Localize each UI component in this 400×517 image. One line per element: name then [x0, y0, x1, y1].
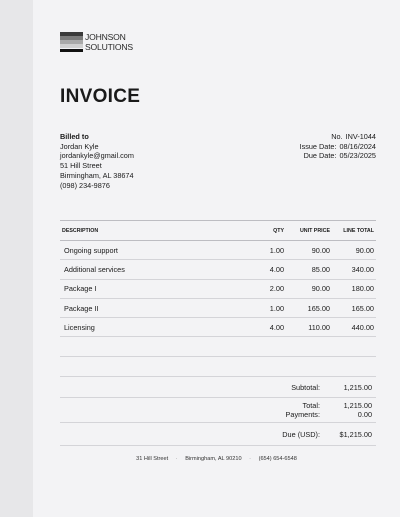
totals-section [60, 376, 376, 446]
header-line-total: LINE TOTAL [332, 221, 376, 241]
item-unit-price: 85.00 [286, 260, 332, 279]
billed-to-label: Billed to [60, 132, 89, 141]
line-items-table [60, 220, 376, 357]
company-name-line1: JOHNSON [85, 32, 126, 42]
company-name [85, 33, 133, 52]
item-qty: 1.00 [248, 241, 286, 260]
client-email: jordankyle@gmail.com [60, 151, 134, 161]
invoice-number-row [300, 132, 376, 142]
table-row [60, 241, 376, 260]
invoice-title: INVOICE [60, 86, 141, 107]
item-description: Additional services [60, 260, 248, 279]
total-block [60, 397, 376, 422]
client-name: Jordan Kyle [60, 141, 99, 151]
table-row [60, 298, 376, 317]
issue-date-label: Issue Date: [299, 141, 337, 151]
footer-address: 31 Hill Street [136, 456, 169, 462]
invoice-page [33, 0, 400, 517]
issue-date-row [300, 142, 376, 152]
due-row [60, 430, 376, 439]
item-qty: 1.00 [248, 298, 286, 317]
item-line-total: 340.00 [332, 260, 376, 279]
client-address-line1: 51 Hill Street [60, 161, 102, 171]
empty-cell [332, 337, 376, 356]
item-unit-price: 90.00 [286, 241, 332, 260]
logo-bar [60, 36, 83, 40]
total-row [60, 401, 376, 410]
payments-row [60, 410, 376, 419]
empty-cell [248, 337, 286, 356]
item-qty: 2.00 [248, 279, 286, 298]
item-line-total: 90.00 [332, 241, 376, 260]
invoice-number: INV-1044 [345, 132, 376, 141]
due-date-label: Due Date: [303, 151, 337, 161]
client-phone: (098) 234-9876 [60, 180, 110, 190]
due-date-row [300, 151, 376, 161]
header-description: DESCRIPTION [60, 221, 248, 241]
item-qty: 4.00 [248, 318, 286, 337]
due-date: 05/23/2025 [339, 151, 376, 161]
table-row [60, 260, 376, 279]
item-unit-price: 90.00 [286, 279, 332, 298]
amount-due-label: Due (USD): [282, 429, 320, 439]
empty-cell [286, 337, 332, 356]
table-row [60, 279, 376, 298]
item-description: Ongoing support [60, 241, 248, 260]
total-label: Total: [302, 401, 320, 410]
logo-bar [60, 32, 83, 36]
empty-cell [60, 337, 248, 356]
subtotal-row [60, 383, 376, 392]
footer-city: Birmingham, AL 90210 [185, 456, 242, 462]
item-line-total: 440.00 [332, 318, 376, 337]
subtotal-block [60, 376, 376, 397]
item-line-total: 165.00 [332, 298, 376, 317]
payments-label: Payments: [285, 410, 320, 419]
separator-dot-icon: · [175, 456, 178, 462]
header-qty: QTY [248, 221, 286, 241]
invoice-number-label: No. [331, 132, 343, 141]
item-unit-price: 110.00 [286, 318, 332, 337]
item-description: Package I [60, 279, 248, 298]
item-unit-price: 165.00 [286, 298, 332, 317]
client-address-line2: Birmingham, AL 38674 [60, 170, 134, 180]
billed-to-block [60, 132, 134, 190]
item-line-total: 180.00 [332, 279, 376, 298]
payments-value: 0.00 [357, 410, 372, 419]
logo-bar [60, 40, 83, 44]
item-qty: 4.00 [248, 260, 286, 279]
separator-dot-icon: · [249, 456, 252, 462]
logo-bars-icon [60, 32, 83, 52]
item-description: Package II [60, 298, 248, 317]
header-unit-price: UNIT PRICE [286, 221, 332, 241]
company-name-line2: SOLUTIONS [85, 41, 133, 52]
subtotal-value: 1,215.00 [343, 382, 372, 392]
total-value: 1,215.00 [343, 401, 372, 410]
table-row-empty [60, 337, 376, 356]
logo-bar [60, 49, 83, 53]
table-row [60, 318, 376, 337]
amount-due-value: $1,215.00 [339, 429, 372, 439]
footer-phone: (654) 654-6548 [258, 456, 297, 462]
issue-date: 08/16/2024 [339, 141, 376, 151]
invoice-meta [300, 132, 376, 161]
item-description: Licensing [60, 318, 248, 337]
due-block [60, 422, 376, 446]
table-header-row [60, 221, 376, 241]
subtotal-label: Subtotal: [291, 382, 320, 392]
logo-bar [60, 44, 83, 48]
invoice-footer [33, 456, 400, 462]
